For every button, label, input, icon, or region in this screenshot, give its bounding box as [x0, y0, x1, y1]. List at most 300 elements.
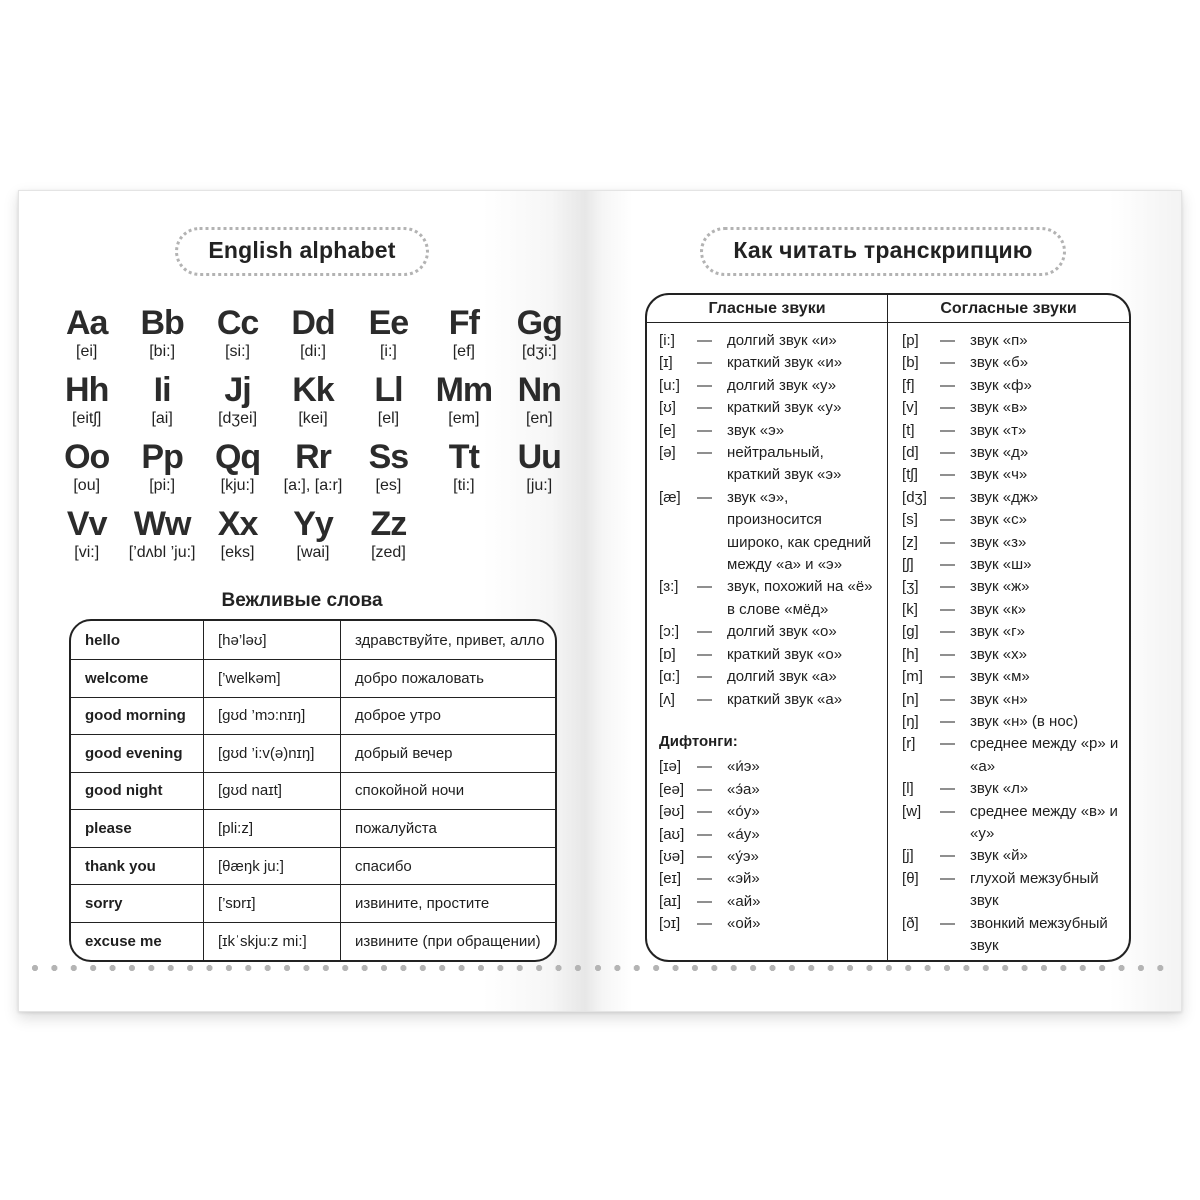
ipa-symbol: [ʊ]: [659, 399, 676, 417]
sound-description: звук «з»: [970, 533, 1027, 551]
consonant-row: [902, 509, 1123, 531]
dash-separator: —: [697, 376, 713, 394]
ipa-symbol: [f]: [902, 376, 915, 394]
vowel-row: [659, 397, 881, 419]
table-row: [71, 659, 555, 697]
letter-pair: Hh: [65, 371, 109, 410]
letter-pair: Ww: [133, 505, 191, 544]
letter-transcription: [dʒi:]: [522, 343, 557, 361]
dash-separator: —: [940, 376, 956, 394]
transcription-table: [645, 293, 1131, 962]
letter-transcription: [a:], [a:r]: [283, 477, 343, 495]
consonant-row: [902, 644, 1123, 666]
letter-transcription: [em]: [448, 410, 480, 428]
letter-pair: Pp: [141, 438, 183, 477]
ipa-symbol: [aʊ]: [659, 825, 685, 843]
ipa-symbol: [l]: [902, 780, 914, 798]
dash-separator: —: [697, 758, 713, 776]
dash-separator: —: [697, 690, 713, 708]
english-word-cell: thank you: [85, 857, 156, 875]
dash-separator: —: [940, 444, 956, 462]
sound-description: звук «х»: [970, 645, 1027, 663]
letter-pair: Aa: [65, 304, 108, 342]
consonant-row: [902, 352, 1123, 374]
letter-transcription: [dʒei]: [218, 410, 258, 428]
letter-transcription: [ef]: [452, 343, 475, 361]
table-row: [71, 697, 555, 735]
ipa-symbol: [ɪ]: [659, 354, 673, 372]
sound-description: звук «й»: [970, 847, 1028, 865]
letter-pair: Bb: [140, 304, 184, 342]
dash-separator: —: [697, 399, 713, 417]
ipa-symbol: [əʊ]: [659, 803, 685, 821]
sound-description: краткий звук «а»: [727, 690, 843, 708]
sound-description: звук «ф»: [970, 376, 1032, 394]
sound-description: звонкий межзубный звук: [970, 914, 1108, 954]
sound-description: «эй»: [727, 870, 760, 888]
alphabet-letter: [200, 371, 275, 429]
alphabet-letter: [502, 304, 577, 362]
diphthong-row: [659, 824, 881, 846]
dash-separator: —: [697, 578, 713, 596]
diphthongs-title: Дифтонги:: [659, 732, 738, 750]
letter-pair: Zz: [370, 505, 407, 544]
sound-description: звук «н»: [970, 690, 1028, 708]
sound-description: звук «ж»: [970, 578, 1030, 596]
sound-description: долгий звук «о»: [727, 623, 837, 641]
letter-pair: Ff: [448, 304, 479, 342]
polite-words-title: Вежливые слова: [221, 590, 383, 612]
sound-description: звук «т»: [970, 421, 1027, 439]
letter-pair: Vv: [66, 505, 107, 544]
ipa-symbol: [i:]: [659, 332, 675, 349]
left-page-title: English alphabet: [175, 227, 428, 276]
alphabet-grid: [49, 304, 577, 563]
letter-transcription: [zed]: [371, 544, 406, 562]
sound-description: среднее между «р» и «а»: [970, 735, 1119, 775]
transcription-table-header: [647, 295, 1129, 323]
letter-transcription: [wai]: [296, 544, 330, 562]
translation-cell: доброе утро: [340, 698, 555, 735]
dash-separator: —: [940, 421, 956, 439]
translation-cell: добро пожаловать: [340, 660, 555, 697]
sound-description: звук «д»: [970, 444, 1029, 462]
ipa-symbol: [g]: [902, 623, 919, 641]
alphabet-letter: [124, 304, 199, 362]
consonant-row: [902, 554, 1123, 576]
dash-separator: —: [940, 623, 956, 641]
vowel-row: [659, 487, 881, 577]
alphabet-letter: [426, 304, 501, 362]
dash-separator: —: [940, 600, 956, 618]
dash-separator: —: [697, 870, 713, 888]
vowel-row: [659, 576, 881, 621]
letter-pair: Ss: [368, 438, 409, 477]
sound-description: звук «э»: [727, 421, 785, 439]
consonants-column: [887, 323, 1129, 960]
ipa-symbol: [ɑ:]: [659, 668, 680, 686]
sound-description: «о́у»: [727, 803, 760, 821]
alphabet-letter: [49, 304, 124, 362]
ipa-symbol: [ɒ]: [659, 645, 676, 663]
ipa-symbol: [ɜ:]: [659, 578, 679, 596]
letter-transcription: [bi:]: [149, 343, 176, 361]
vowel-row: [659, 689, 881, 711]
transcription-table-body: [647, 323, 1129, 960]
alphabet-letter: [351, 304, 426, 362]
transcription-cell: [’welkəm]: [203, 660, 340, 697]
dash-separator: —: [940, 690, 956, 708]
letter-transcription: [ei]: [76, 343, 98, 361]
letter-transcription: [eitʃ]: [72, 410, 102, 428]
sound-description: «ой»: [727, 915, 761, 933]
ipa-symbol: [r]: [902, 735, 916, 753]
english-word-cell: good morning: [85, 707, 186, 725]
letter-pair: Cc: [216, 304, 259, 342]
transcription-cell: [hə’ləʊ]: [203, 621, 340, 659]
dash-separator: —: [940, 399, 956, 417]
ipa-symbol: [d]: [902, 444, 919, 462]
diphthong-row: [659, 846, 881, 868]
dash-separator: —: [697, 623, 713, 641]
translation-cell: извините (при обращении): [340, 923, 555, 960]
diphthong-row: [659, 913, 881, 935]
letter-pair: Ll: [374, 371, 403, 410]
table-row: [71, 922, 555, 960]
alphabet-letter: [426, 438, 501, 496]
letter-transcription: [ju:]: [526, 477, 553, 495]
letter-pair: Yy: [293, 505, 333, 544]
dash-separator: —: [697, 354, 713, 372]
dash-separator: —: [697, 444, 713, 462]
vowels-header: Гласные звуки: [708, 299, 826, 317]
decor-dots-line: [594, 964, 1176, 972]
letter-pair: Xx: [217, 505, 258, 544]
dash-separator: —: [940, 780, 956, 798]
open-book-spread: [18, 190, 1182, 1012]
english-word-cell: excuse me: [85, 932, 162, 950]
dash-separator: —: [940, 712, 956, 730]
ipa-symbol: [ʃ]: [902, 556, 914, 574]
letter-pair: Mm: [435, 371, 493, 410]
letter-pair: Qq: [214, 438, 261, 477]
dash-separator: —: [940, 354, 956, 372]
sound-description: звук «ч»: [970, 466, 1028, 484]
ipa-symbol: [ŋ]: [902, 712, 919, 730]
letter-transcription: [ou]: [73, 477, 101, 495]
alphabet-letter: [124, 371, 199, 429]
consonant-row: [902, 778, 1123, 800]
ipa-symbol: [ʌ]: [659, 690, 675, 708]
alphabet-letter: [49, 505, 124, 563]
sound-description: звук «м»: [970, 668, 1030, 686]
consonant-row: [902, 868, 1123, 913]
ipa-symbol: [eɪ]: [659, 870, 682, 888]
sound-description: долгий звук «а»: [727, 668, 837, 686]
alphabet-letter: [351, 371, 426, 429]
english-word-cell: sorry: [85, 895, 123, 913]
translation-cell: извините, простите: [340, 885, 555, 922]
letter-pair: Kk: [292, 371, 334, 410]
sound-description: звук «дж»: [970, 488, 1039, 506]
sound-description: «ай»: [727, 892, 761, 910]
ipa-symbol: [v]: [902, 399, 918, 417]
dash-separator: —: [697, 421, 713, 439]
dash-separator: —: [697, 892, 713, 910]
consonant-row: [902, 711, 1123, 733]
ipa-symbol: [u:]: [659, 376, 680, 394]
dash-separator: —: [697, 668, 713, 686]
alphabet-letter: [426, 371, 501, 429]
dash-separator: —: [940, 645, 956, 663]
letter-transcription: [el]: [377, 410, 400, 428]
alphabet-letter: [502, 371, 577, 429]
dash-separator: —: [940, 332, 956, 349]
consonant-row: [902, 733, 1123, 778]
consonant-row: [902, 330, 1123, 352]
english-word-cell: welcome: [85, 669, 149, 687]
diphthong-row: [659, 868, 881, 890]
letter-transcription: [kei]: [298, 410, 328, 428]
dash-separator: —: [697, 645, 713, 663]
vowel-row: [659, 621, 881, 643]
alphabet-letter: [351, 438, 426, 496]
ipa-symbol: [dʒ]: [902, 488, 927, 506]
translation-cell: спасибо: [340, 848, 555, 885]
alphabet-letter: [275, 438, 350, 496]
letter-transcription: [ti:]: [453, 477, 475, 495]
dash-separator: —: [940, 511, 956, 529]
alphabet-letter: [124, 438, 199, 496]
ipa-symbol: [θ]: [902, 869, 919, 887]
consonant-row: [902, 420, 1123, 442]
alphabet-letter: [275, 505, 350, 563]
table-row: [71, 621, 555, 659]
dash-separator: —: [697, 847, 713, 865]
consonant-row: [902, 666, 1123, 688]
sound-description: долгий звук «у»: [727, 376, 837, 394]
alphabet-letter: [49, 438, 124, 496]
diphthong-row: [659, 756, 881, 778]
sound-description: звук, похожий на «ё» в слове «мёд»: [727, 578, 873, 618]
consonant-row: [902, 621, 1123, 643]
sound-description: долгий звук «и»: [727, 332, 837, 349]
dash-separator: —: [697, 780, 713, 798]
sound-description: краткий звук «у»: [727, 399, 842, 417]
dash-separator: —: [940, 668, 956, 686]
letter-transcription: [pi:]: [149, 477, 176, 495]
consonant-row: [902, 532, 1123, 554]
sound-description: «а́у»: [727, 825, 760, 843]
translation-cell: добрый вечер: [340, 735, 555, 772]
alphabet-letter: [200, 505, 275, 563]
sound-description: звук «п»: [970, 332, 1028, 349]
sound-description: звук «в»: [970, 399, 1028, 417]
diphthong-row: [659, 891, 881, 913]
vowel-row: [659, 442, 881, 487]
letter-pair: Dd: [291, 304, 335, 342]
english-word-cell: please: [85, 820, 132, 838]
letter-pair: Oo: [64, 438, 110, 477]
dash-separator: —: [697, 332, 713, 349]
sound-description: звук «л»: [970, 780, 1029, 798]
ipa-symbol: [k]: [902, 600, 918, 618]
diphthong-row: [659, 779, 881, 801]
transcription-cell: [θæŋk ju:]: [203, 848, 340, 885]
decor-dots-line: [31, 964, 583, 972]
letter-pair: Ee: [368, 304, 409, 342]
ipa-symbol: [j]: [902, 847, 914, 865]
letter-transcription: [di:]: [300, 343, 326, 361]
letter-pair: Uu: [517, 438, 561, 477]
ipa-symbol: [b]: [902, 354, 919, 372]
alphabet-letter: [502, 438, 577, 496]
dash-separator: —: [697, 488, 713, 506]
ipa-symbol: [z]: [902, 533, 918, 551]
vowels-column: [647, 323, 887, 960]
transcription-cell: [’sɒrɪ]: [203, 885, 340, 922]
dash-separator: —: [940, 847, 956, 865]
english-word-cell: good night: [85, 782, 163, 800]
sound-description: «у́э»: [727, 847, 759, 865]
dash-separator: —: [940, 802, 956, 820]
polite-words-table: [69, 619, 557, 961]
letter-pair: Ii: [153, 371, 171, 410]
dash-separator: —: [940, 466, 956, 484]
letter-transcription: [’dʌbl ’ju:]: [128, 544, 196, 562]
consonant-row: [902, 913, 1123, 958]
ipa-symbol: [eə]: [659, 780, 685, 798]
letter-transcription: [ai]: [151, 410, 173, 428]
letter-transcription: [eks]: [220, 544, 255, 562]
consonant-row: [902, 689, 1123, 711]
transcription-cell: [pli:z]: [203, 810, 340, 847]
dash-separator: —: [940, 533, 956, 551]
dash-separator: —: [697, 803, 713, 821]
vowel-row: [659, 666, 881, 688]
dash-separator: —: [940, 914, 956, 932]
english-word-cell: good evening: [85, 744, 183, 762]
ipa-symbol: [ʒ]: [902, 578, 919, 596]
ipa-symbol: [aɪ]: [659, 892, 682, 910]
sound-description: среднее между «в» и «у»: [970, 802, 1118, 842]
letter-transcription: [si:]: [225, 343, 250, 361]
sound-description: звук «н» (в нос): [970, 712, 1079, 730]
vowel-row: [659, 352, 881, 374]
ipa-symbol: [e]: [659, 421, 676, 439]
sound-description: звук «г»: [970, 623, 1025, 641]
sound-description: «э́а»: [727, 780, 760, 798]
ipa-symbol: [s]: [902, 511, 918, 529]
letter-transcription: [kju:]: [220, 477, 255, 495]
consonant-row: [902, 845, 1123, 867]
ipa-symbol: [tʃ]: [902, 466, 918, 484]
ipa-symbol: [ə]: [659, 444, 676, 462]
ipa-symbol: [h]: [902, 645, 919, 663]
sound-description: звук «ш»: [970, 556, 1032, 574]
consonant-row: [902, 464, 1123, 486]
translation-cell: спокойной ночи: [340, 773, 555, 810]
diphthong-row: [659, 801, 881, 823]
ipa-symbol: [ʊə]: [659, 847, 685, 865]
table-row: [71, 772, 555, 810]
left-page: [19, 191, 585, 1011]
consonant-row: [902, 442, 1123, 464]
table-row: [71, 809, 555, 847]
alphabet-letter: [351, 505, 426, 563]
right-page: [585, 191, 1181, 1011]
dash-separator: —: [940, 488, 956, 506]
alphabet-letter: [200, 304, 275, 362]
translation-cell: пожалуйста: [340, 810, 555, 847]
consonant-row: [902, 599, 1123, 621]
letter-pair: Rr: [295, 438, 331, 477]
alphabet-letter: [275, 304, 350, 362]
dash-separator: —: [940, 735, 956, 753]
consonant-row: [902, 576, 1123, 598]
alphabet-letter: [49, 371, 124, 429]
consonants-header: Согласные звуки: [887, 295, 1129, 322]
sound-description: краткий звук «о»: [727, 645, 843, 663]
ipa-symbol: [ð]: [902, 914, 919, 932]
dash-separator: —: [940, 869, 956, 887]
ipa-symbol: [ɔ:]: [659, 623, 680, 641]
vowel-row: [659, 375, 881, 397]
dash-separator: —: [940, 556, 956, 574]
consonant-row: [902, 487, 1123, 509]
consonant-row: [902, 375, 1123, 397]
vowel-row: [659, 644, 881, 666]
sound-description: глухой межзубный звук: [970, 869, 1099, 910]
ipa-symbol: [ɔɪ]: [659, 915, 681, 933]
sound-description: звук «к»: [970, 600, 1027, 618]
ipa-symbol: [n]: [902, 690, 919, 708]
dash-separator: —: [697, 915, 713, 933]
transcription-cell: [gʊd naɪt]: [203, 773, 340, 810]
dash-separator: —: [940, 578, 956, 596]
letter-pair: Tt: [448, 438, 479, 477]
letter-transcription: [en]: [525, 410, 553, 428]
right-page-title: Как читать транскрипцию: [700, 227, 1065, 276]
ipa-symbol: [ɪə]: [659, 758, 682, 776]
vowel-row: [659, 330, 881, 352]
letter-transcription: [i:]: [379, 343, 397, 361]
table-row: [71, 847, 555, 885]
transcription-cell: [gʊd ’mɔ:nɪŋ]: [203, 698, 340, 735]
table-row: [71, 734, 555, 772]
sound-description: «и́э»: [727, 758, 760, 776]
table-row: [71, 884, 555, 922]
alphabet-letter: [124, 505, 199, 563]
transcription-cell: [ɪkˈskju:z mi:]: [203, 923, 340, 960]
dash-separator: —: [697, 825, 713, 843]
vowel-row: [659, 420, 881, 442]
sound-description: краткий звук «и»: [727, 354, 843, 372]
translation-cell: здравствуйте, привет, алло: [340, 621, 555, 659]
ipa-symbol: [p]: [902, 332, 919, 349]
letter-pair: Nn: [517, 371, 561, 410]
letter-transcription: [vi:]: [74, 544, 100, 562]
english-word-cell: hello: [85, 631, 121, 649]
sound-description: звук «э», произносится широко, как средний между «а» и «э»: [727, 488, 872, 574]
ipa-symbol: [æ]: [659, 488, 681, 506]
sound-description: звук «б»: [970, 354, 1029, 372]
ipa-symbol: [m]: [902, 668, 923, 686]
alphabet-letter: [275, 371, 350, 429]
transcription-cell: [gʊd ’i:v(ə)nɪŋ]: [203, 735, 340, 772]
consonant-row: [902, 397, 1123, 419]
alphabet-letter: [200, 438, 275, 496]
